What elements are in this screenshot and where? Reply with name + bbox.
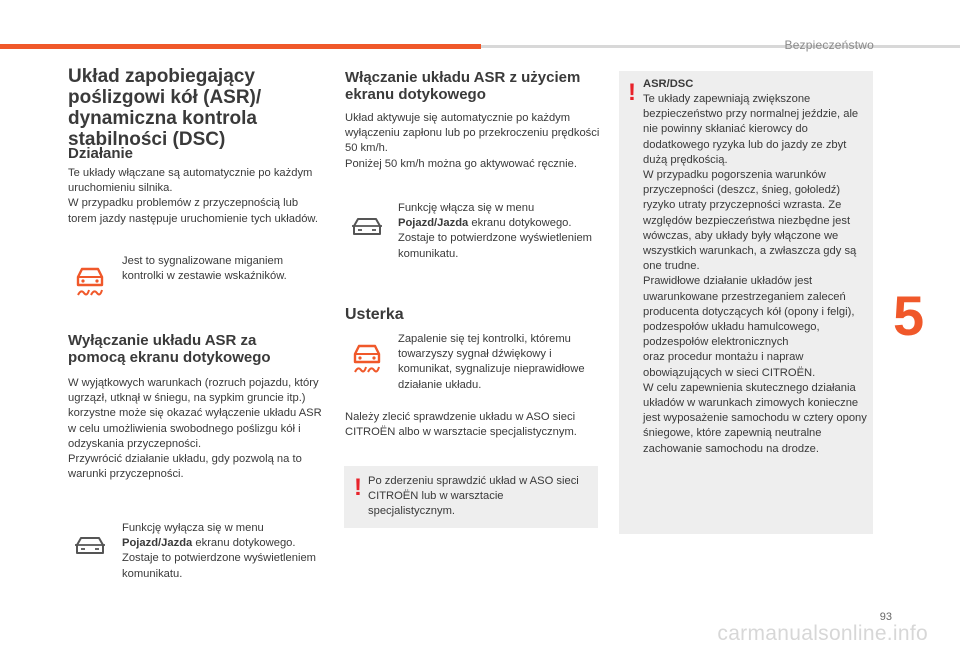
dzialanie-text: Te układy włączane są automatycznie po każdym uruchomieniu silnika. W przypadku problemów z przyczepnością lub torem jazdy następuje uruchomienie tych układów. [68, 167, 318, 225]
page-title: Układ zapobiegający poślizgowi kół (ASR)/ dynamiczna kontrola stabilności (DSC) [68, 66, 262, 150]
touchscreen-car-icon [350, 215, 384, 239]
wlaczanie-menu-text: Funkcję włącza się w menu Pojazd/Jazda ekranu dotykowego. Zostaje to potwierdzone wyświetleniem komunikatu. [398, 202, 593, 260]
exclamation-warning-icon: ! [354, 474, 362, 501]
usterka-text: Należy zlecić sprawdzenie układu w ASO sieci CITROËN albo w warsztacie specjalistycznym. [345, 411, 577, 439]
page-number: 93 [879, 611, 892, 623]
asr-warning-light-icon [72, 262, 108, 298]
exclamation-warning-icon: ! [628, 79, 636, 106]
asr-warning-light-icon [349, 339, 385, 375]
heading-usterka: Usterka [345, 306, 404, 323]
wylaczanie-menu-text: Funkcję wyłącza się w menu Pojazd/Jazda ekranu dotykowego. Zostaje to potwierdzone wyświetleniem komunikatu. [122, 522, 317, 580]
asr-dsc-text: Te układy zapewniają zwiększone bezpieczeństwo przy normalnej jeździe, ale nie powinny skłaniać kierowcy do dodatkowego ryzyka lub do jazdy ze zbyt dużą prędkością. W przypadku pogorszenia warunków przyczepności (deszcz, śnieg, gołoledź) ryzyko utraty przyczepności wzrasta. Ze względów bezpieczeństwa niezbędne jest wówczas, aby układy były włączone we wszystkich warunkach, a zwłaszcza gdy są one trudne. Prawidłowe działanie układów jest uwarunkowane przestrzeganiem zaleceń producenta dotyczących kół (opony i felgi), podzespołów układu hamulcowego, podzespołów elektronicznych oraz procedur montażu i napraw obowiązujących w sieci CITROËN. W celu zapewnienia skutecznego działania układów w warunkach zimowych konieczne jest wyposażenie samochodu w cztery opony śniegowe, które zapewnią neutralne zachowanie samochodu na drodze. [643, 93, 867, 455]
header-divider-bar [481, 45, 960, 48]
watermark: carmanualsonline.info [717, 622, 928, 645]
wlaczanie-text: Układ aktywuje się automatycznie po każdym wyłączeniu zapłonu lub po przekroczeniu prędkości 50 km/h. Poniżej 50 km/h można go aktywować ręcznie. [345, 112, 600, 170]
header-accent-bar [0, 44, 481, 49]
wylaczanie-text: W wyjątkowych warunkach (rozruch pojazdu, który ugrzązł, utknął w śniegu, na sypkim gruncie itp.) korzystne może się okazać wyłączenie układu ASR w celu umożliwienia swobodnego poślizgu kół i odzyskania przyczepności. Przywrócić działanie układu, gdy pozwolą na to warunki przyczepności. [68, 377, 322, 481]
asr-dsc-note-box [619, 71, 873, 534]
chapter-number: 5 [893, 284, 925, 347]
heading-wlaczanie-asr: Włączanie układu ASR z użyciem ekranu dotykowego [345, 69, 581, 103]
touchscreen-car-icon [73, 534, 107, 558]
heading-dzialanie: Działanie [68, 145, 134, 162]
asr-dsc-heading: ASR/DSC [643, 78, 694, 90]
usterka-icon-text: Zapalenie się tej kontrolki, któremu towarzyszy sygnał dźwiękowy i komunikat, sygnalizuje nieprawidłowe działanie układu. [398, 333, 585, 391]
indicator-text: Jest to sygnalizowane miganiem kontrolki w zestawie wskaźników. [122, 255, 287, 283]
warning-note-box [344, 466, 598, 528]
heading-wylaczanie-asr: Wyłączanie układu ASR za pomocą ekranu dotykowego [68, 332, 271, 366]
warning-note-text: Po zderzeniu sprawdzić układ w ASO sieci CITROËN lub w warsztacie specjalistycznym. [368, 475, 579, 518]
section-title: Bezpieczeństwo [784, 38, 874, 52]
